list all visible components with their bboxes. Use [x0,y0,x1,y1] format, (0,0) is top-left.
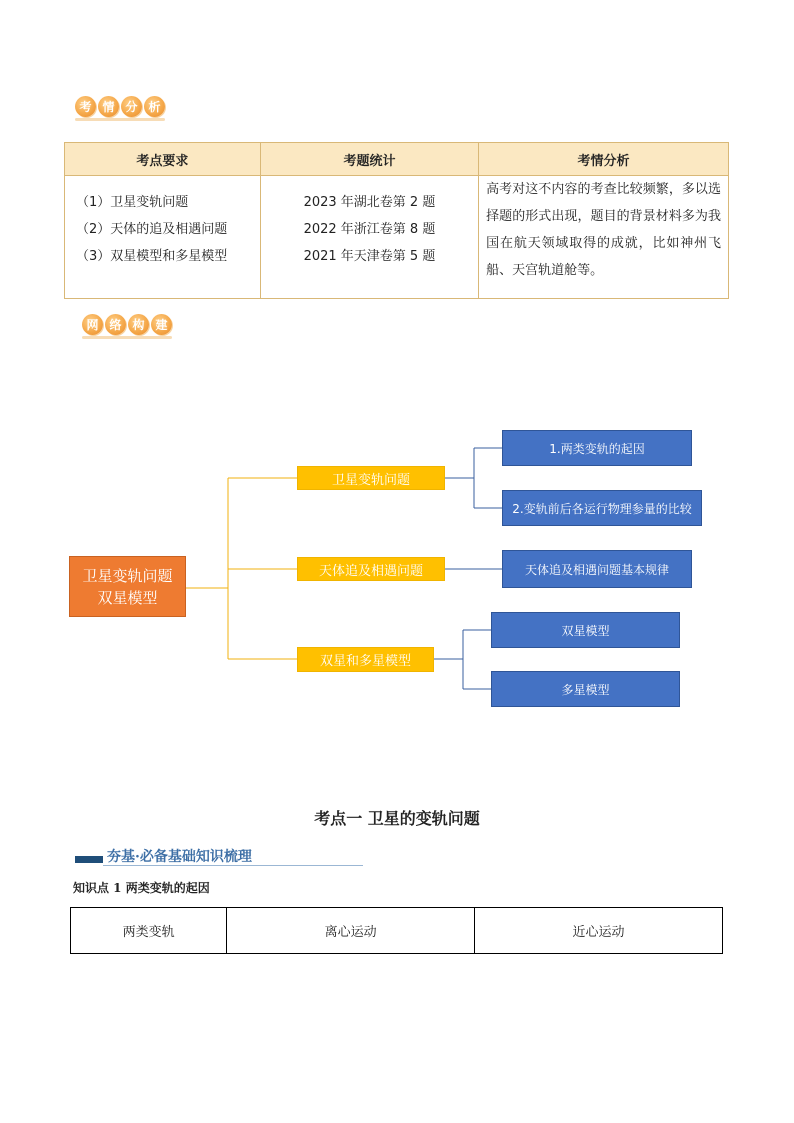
foundation-banner [73,846,363,866]
leaf-orbit-compare: 2.变轨前后各运行物理参量的比较 [502,490,702,526]
badge-char: 分 [121,96,142,117]
badge-char: 络 [105,314,126,335]
knowledge-point-title: 知识点 1 两类变轨的起因 [73,881,210,895]
branch-orbit-change: 卫星变轨问题 [297,466,445,490]
branch-binary-star: 双星和多星模型 [297,647,434,672]
mindmap-root: 卫星变轨问题 双星模型 [69,556,186,617]
header-analysis: 考情分析 [479,143,729,176]
orbit-types-table [70,907,723,954]
badge-char: 网 [82,314,103,335]
section-title: 考点一 卫星的变轨问题 [314,809,480,828]
orbit-cell-centripetal: 近心运动 [475,908,723,954]
leaf-orbit-cause: 1.两类变轨的起因 [502,430,692,466]
banner-bar [75,856,103,863]
requirement-item: （2）天体的追及相遇问题 [76,222,228,237]
banner-text: 夯基·必备基础知识梳理 [107,849,252,865]
leaf-multi-star: 多星模型 [491,671,680,707]
header-statistics: 考题统计 [260,143,478,176]
statistic-item: 2021 年天津卷第 5 题 [303,249,436,264]
badge-char: 析 [144,96,165,117]
badge-char: 构 [128,314,149,335]
table-row [71,908,723,954]
requirement-item: （3）双星模型和多星模型 [76,249,228,264]
orbit-cell-centrifugal: 离心运动 [227,908,475,954]
header-requirements: 考点要求 [65,143,261,176]
leaf-binary-star: 双星模型 [491,612,680,648]
statistic-item: 2022 年浙江卷第 8 题 [303,222,436,237]
statistic-item: 2023 年湖北卷第 2 题 [303,195,436,210]
badge-char: 情 [98,96,119,117]
branch-pursuit: 天体追及相遇问题 [297,557,445,581]
analysis-text: 高考对这不内容的考查比较频繁，多以选择题的形式出现，题目的背景材料多为我国在航天领域取得的成就，比如神州飞船、天宫轨道舱等。 [486,182,721,278]
badge-char: 考 [75,96,96,117]
orbit-cell-type: 两类变轨 [71,908,227,954]
leaf-pursuit-law: 天体追及相遇问题基本规律 [502,550,692,588]
requirement-item: （1）卫星变轨问题 [76,195,189,210]
badge-char: 建 [151,314,172,335]
